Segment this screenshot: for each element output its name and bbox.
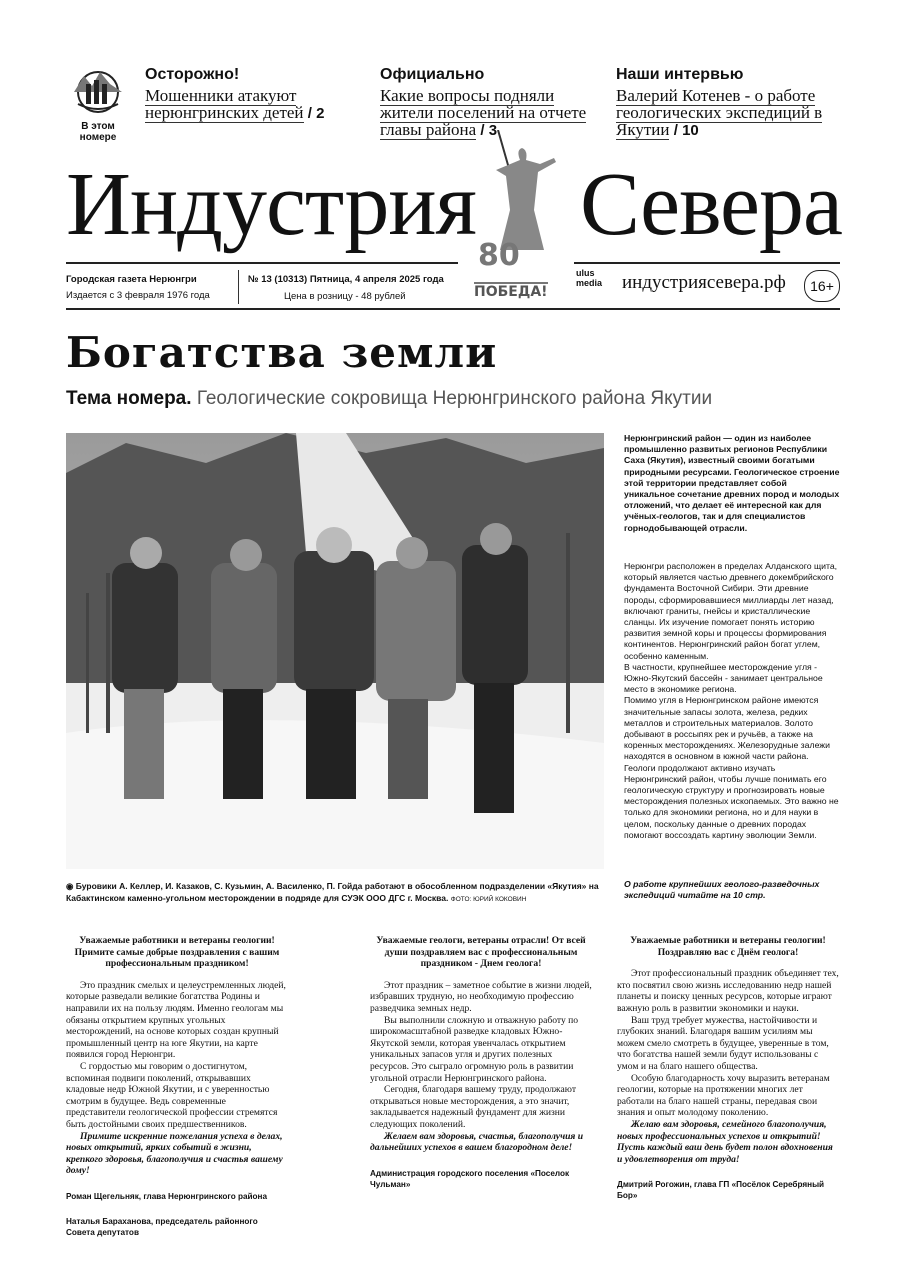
body-paragraph: Помимо угля в Нерюнгринском районе имеются значительные запасы золота, железа, редких металлов и строительных материалов. Золото добывают в россыпях рек и ручьёв, а также на коренных месторождениях. Железорудные залежи находятся в основном в южной части района. — [624, 695, 830, 762]
greeting-column-1 — [66, 935, 288, 1238]
issue-price: Цена в розницу - 48 рублей — [284, 291, 406, 302]
masthead-rule-left — [66, 262, 458, 264]
greeting-signature: Дмитрий Рогожин, глава ГП «Посёлок Серебряный Бор» — [617, 1180, 825, 1201]
greeting-heading: Уважаемые работники и ветераны геологии! Поздравляю вас с Днём геолога! — [630, 935, 826, 958]
emblem-number: 80 — [478, 238, 520, 273]
emblem-text: ПОБЕДА! — [474, 284, 548, 300]
greeting-wish: Примите искренние пожелания успеха в делах, новых открытий, ярких событий в жизни, крепкого здоровья, благополучия и счастья вашему дому! — [66, 1130, 283, 1177]
teaser-text: Какие вопросы подняли жители поселений на отчете главы района / 3 — [380, 86, 587, 139]
subtitle-text: Геологические сокровища Нерюнгринского района Якутии — [196, 388, 713, 409]
city-emblem-icon — [70, 66, 126, 114]
teaser-2[interactable] — [380, 66, 600, 139]
greeting-signature: Роман Щегельняк, глава Нерюнгринского района — [66, 1191, 268, 1201]
issue-logo-caption: В этом номере — [79, 121, 117, 143]
masthead-rule-right — [574, 262, 840, 264]
greeting-column-2 — [370, 935, 592, 1190]
paper-since: Издается с 3 февраля 1976 года — [66, 290, 210, 301]
victory-emblem — [470, 130, 570, 310]
greeting-signature: Администрация городского поселения «Поселок Чульман» — [370, 1168, 570, 1189]
header-bottom-rule — [66, 308, 840, 310]
photo-caption — [66, 880, 606, 906]
victory-monument-icon — [470, 130, 570, 250]
camera-icon: ◉ — [66, 881, 74, 891]
subtitle-label: Тема номера. — [66, 388, 192, 409]
article-body — [624, 561, 840, 841]
teaser-head: Осторожно! — [145, 66, 240, 83]
body-paragraph: Геологи продолжают активно изучать Нерюнгринский район, чтобы лучше понимать его геологическую структуру и прогнозировать новые месторождения полезных ископаемых. Это важно не только для экономики региона, но и для науки в целом, поскольку данные о древних породах помогают воссоздать картину эволюции Земли. — [624, 762, 839, 840]
greeting-signature: Наталья Бараханова, председатель районного Совета депутатов — [66, 1216, 258, 1237]
greeting-column-3 — [617, 935, 839, 1201]
teaser-3[interactable] — [616, 66, 836, 139]
age-badge: 16+ — [804, 270, 840, 302]
greeting-paragraph: С гордостью мы говорим о достигнутом, вспоминая подвиги поколений, открывавших кладовые недр Южной Якутии, и с уверенностью смотрим в будущее. Ведь современные представители геологической профессии стремятся быть достойными своих предшественников. — [66, 1060, 278, 1130]
teaser-text: Валерий Котенев - о работе геологических экспедиций в Якутии / 10 — [616, 86, 823, 139]
teaser-text: Мошенники атакуют нерюнгринских детей / 2 — [145, 86, 325, 122]
greeting-paragraph: Вы выполнили сложную и отважную работу по широкомасштабной разведке кладовых Южно-Якутской земли, которая увенчалась открытием уникальных запасов угля и других полезных ресурсов. Это сыграло огромную роль в развитии угольной отрасли Нерюнгринского района. — [370, 1014, 579, 1084]
photo-credit: ФОТО: ЮРИЙ КОКОВИН — [450, 896, 527, 903]
teaser-head: Официально — [380, 66, 485, 83]
greeting-wish: Желаем вам здоровья, счастья, благополучия и дальнейших успехов в вашем благородном деле! — [370, 1130, 584, 1154]
caption-text: Буровики А. Келлер, И. Казаков, С. Кузьмин, А. Василенко, П. Гойда работают в обособленном подразделении «Якутия» на Кабактинском каменно-угольном месторождении в подряде для СУЭК ООО ДГС г. Москва. — [66, 881, 599, 903]
body-paragraph: В частности, крупнейшее месторождение угля - Южно-Якутский бассейн - занимает центральное место в экономике региона. — [624, 661, 823, 695]
geologists-photo — [66, 433, 604, 869]
greeting-paragraph: Сегодня, благодаря вашему труду, продолжают открываться новые месторождения, а это значит, закладывается надежный фундамент для жизни следующих поколений. — [370, 1084, 577, 1130]
greeting-heading: Уважаемые работники и ветераны геологии! Примите самые добрые поздравления с вашим профессиональным праздником! — [74, 935, 280, 970]
paper-name: Городская газета Нерюнгри — [66, 274, 197, 285]
greeting-paragraph: Ваш труд требует мужества, настойчивости и глубоких знаний. Благодаря вашим усилиям мы можем смело смотреть в будущее, уверенные в том, что богатства нашей земли будут использованы с умом и на благо нашего общества. — [617, 1014, 829, 1072]
teaser-1[interactable] — [145, 66, 365, 122]
teaser-head: Наши интервью — [616, 66, 744, 83]
masthead-word-2: Севера — [580, 155, 842, 254]
greeting-paragraph: Особую благодарность хочу выразить ветеранам геологии, которые на протяжении многих лет работали на благо нашей страны, передавая свои знания и опыт молодому поколению. — [617, 1072, 830, 1119]
issue-logo — [66, 66, 130, 144]
ulus-media-logo: ulus media — [576, 268, 603, 288]
site-url[interactable]: индустриясевера.рф — [622, 272, 786, 293]
body-note: О работе крупнейших геолого-разведочных экспедиций читайте на 10 стр. — [624, 879, 820, 901]
lead-paragraph: Нерюнгринский район — один из наиболее промышленно развитых регионов Республики Саха (Якутия), известный своими богатыми природными ресурсами. Геологическое строение этой территории представляет собой уникальное сочетание древних пород и молодых отложений, что делает её интересной как для учёных-геологов, так и для специалистов горнодобывающей отрасли. — [624, 433, 840, 533]
main-headline: Богатства земли — [66, 328, 498, 377]
main-subtitle — [66, 388, 712, 410]
issue-info: № 13 (10313) Пятница, 4 апреля 2025 года — [248, 274, 444, 285]
greeting-heading: Уважаемые геологи, ветераны отрасли! От всей души поздравляем вас с профессиональным праздником - Днем геолога! — [376, 935, 586, 970]
greeting-wish: Желаю вам здоровья, семейного благополучия, новых профессиональных успехов и открытий! Пусть каждый ваш день будет полон вдохновения и удовлетворения от труда! — [617, 1118, 833, 1165]
greeting-paragraph: Это праздник смелых и целеустремленных людей, которые разведали великие богатства Родины и направили их на пользу людям. Именно геологам мы обязаны открытием крупных угольных месторождений, на основе которых создан крупный промышленный центр на юге Якутии, на карте появился город Нерюнгри. — [66, 979, 286, 1061]
greeting-paragraph: Этот профессиональный праздник объединяет тех, кто посвятил свою жизнь исследованию недр нашей планеты и поиску ценных ресурсов, которые играют важную роль в развитии экономики и науки. — [617, 968, 839, 1014]
info-divider — [238, 270, 239, 304]
greeting-paragraph: Этот праздник – заметное событие в жизни людей, избравших трудную, но необходимую профессию разведчика земных недр. — [370, 979, 592, 1014]
body-paragraph: Нерюнгри расположен в пределах Алданского щита, который является частью древнего докембрийского фундамента Восточной Сибири. Эти древние породы, сформировавшиеся миллиарды лет назад, включают граниты, гнейсы и кристаллические сланцы. Их изучение помогает понять историю развития земной коры и процессы формирования континентов. Нерюнгринский район богат углем, особенно каменным. — [624, 561, 838, 661]
masthead-word-1: Индустрия — [66, 155, 476, 254]
